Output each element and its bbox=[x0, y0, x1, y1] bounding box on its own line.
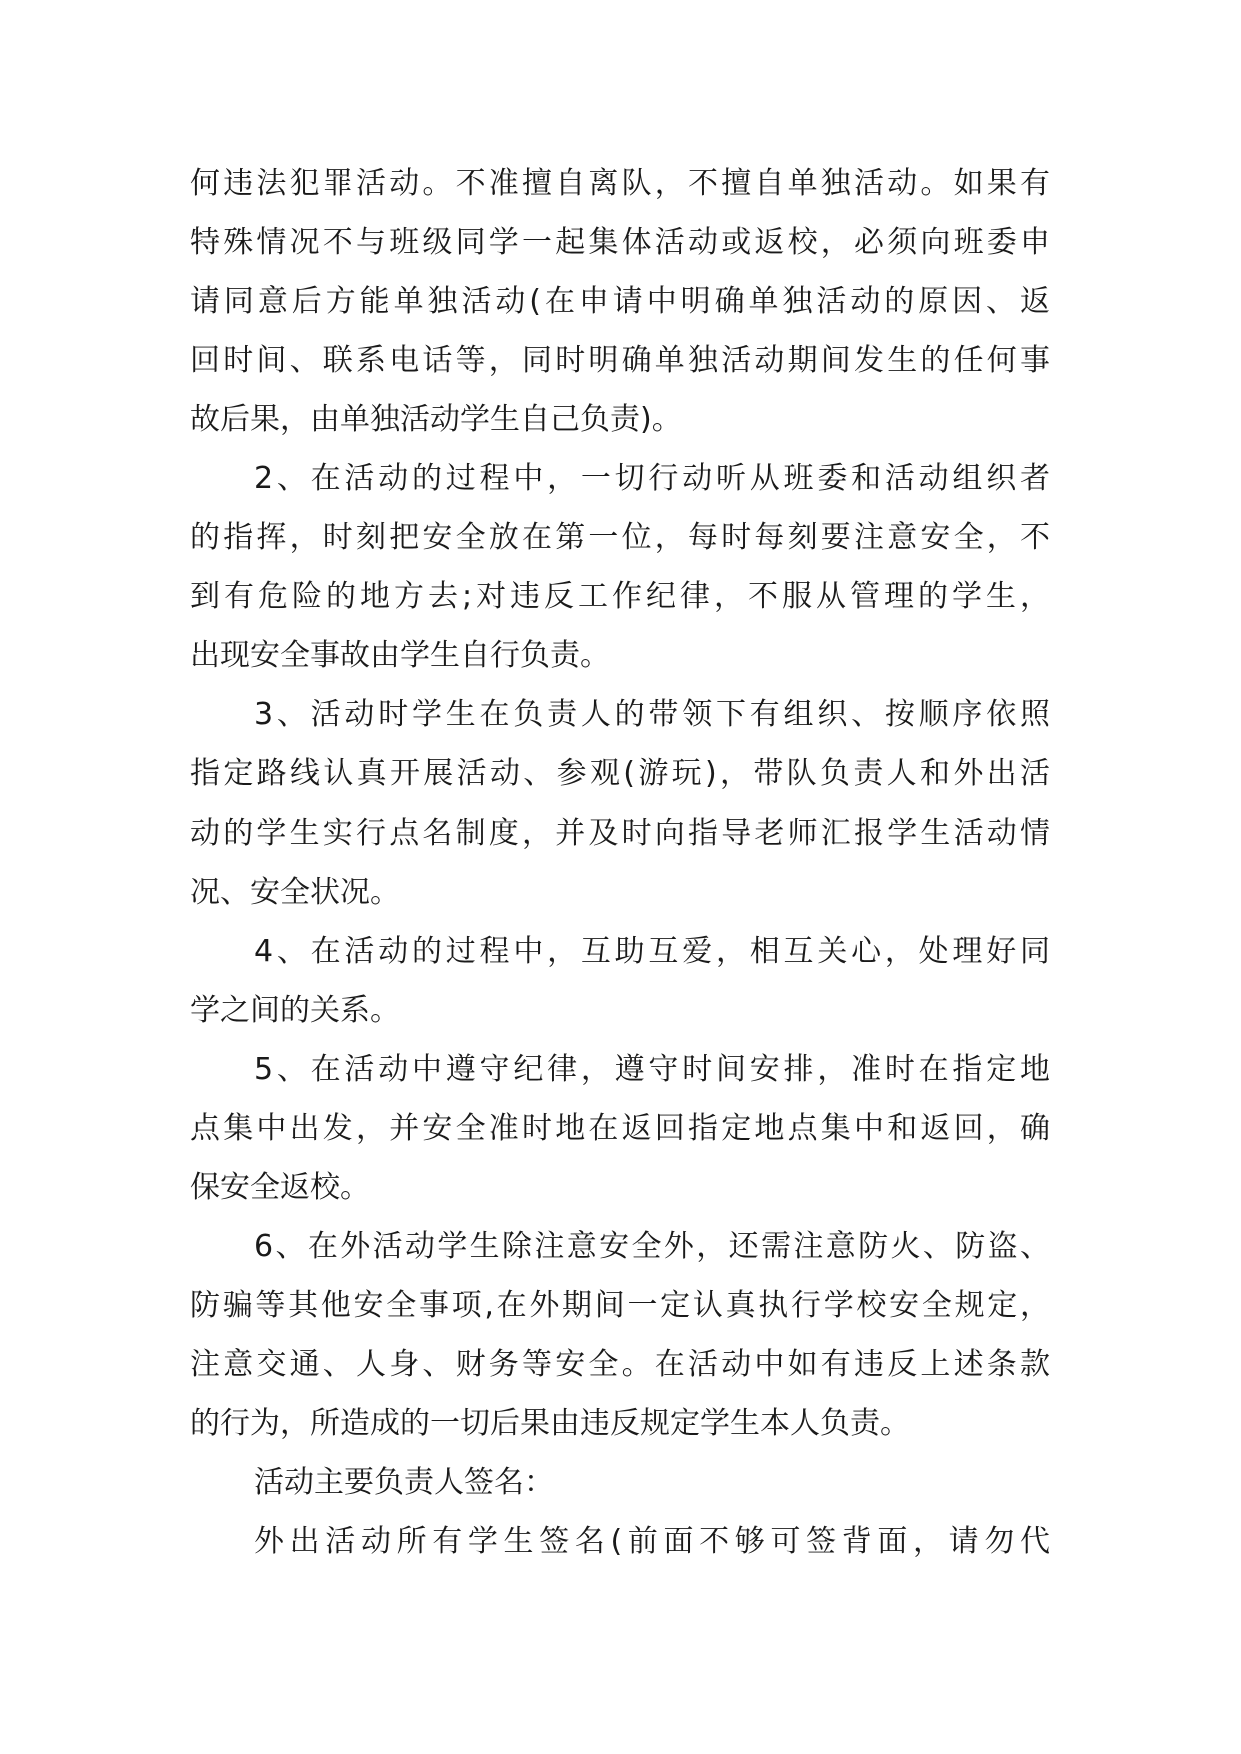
text-line: 防骗等其他安全事项,在外期间一定认真执行学校安全规定， bbox=[190, 1287, 1050, 1323]
text-line: 点集中出发，并安全准时地在返回指定地点集中和返回，确 bbox=[190, 1110, 1050, 1146]
document-body bbox=[190, 154, 1050, 1571]
text-line: 2、在活动的过程中，一切行动听从班委和活动组织者 bbox=[254, 461, 1050, 497]
text-line: 回时间、联系电话等，同时明确单独活动期间发生的任何事 bbox=[190, 343, 1050, 379]
text-line: 3、活动时学生在负责人的带领下有组织、按顺序依照 bbox=[254, 697, 1050, 733]
text-line: 5、在活动中遵守纪律，遵守时间安排，准时在指定地 bbox=[254, 1051, 1050, 1087]
text-line: 出现安全事故由学生自行负责。 bbox=[190, 638, 610, 674]
text-line: 指定路线认真开展活动、参观(游玩)，带队负责人和外出活 bbox=[190, 756, 1050, 792]
text-line: 的行为，所造成的一切后果由违反规定学生本人负责。 bbox=[190, 1405, 910, 1441]
text-line: 的指挥，时刻把安全放在第一位，每时每刻要注意安全，不 bbox=[190, 520, 1050, 556]
text-line: 4、在活动的过程中，互助互爱，相互关心，处理好同 bbox=[254, 933, 1050, 969]
text-line: 况、安全状况。 bbox=[190, 874, 400, 910]
text-line: 请同意后方能单独活动(在申请中明确单独活动的原因、返 bbox=[190, 284, 1050, 320]
text-line: 故后果，由单独活动学生自己负责)。 bbox=[190, 402, 682, 438]
text-line: 6、在外活动学生除注意安全外，还需注意防火、防盗、 bbox=[254, 1228, 1050, 1264]
text-line: 到有危险的地方去;对违反工作纪律，不服从管理的学生， bbox=[190, 579, 1050, 615]
text-line: 学之间的关系。 bbox=[190, 992, 400, 1028]
text-line: 外出活动所有学生签名(前面不够可签背面，请勿代 bbox=[254, 1524, 1050, 1560]
text-line: 何违法犯罪活动。不准擅自离队，不擅自单独活动。如果有 bbox=[190, 166, 1050, 201]
text-line: 特殊情况不与班级同学一起集体活动或返校，必须向班委申 bbox=[190, 225, 1050, 261]
text-line: 活动主要负责人签名： bbox=[254, 1465, 554, 1501]
text-line: 保安全返校。 bbox=[190, 1169, 370, 1205]
text-line: 注意交通、人身、财务等安全。在活动中如有违反上述条款 bbox=[190, 1346, 1050, 1382]
text-line: 动的学生实行点名制度，并及时向指导老师汇报学生活动情 bbox=[190, 815, 1050, 851]
